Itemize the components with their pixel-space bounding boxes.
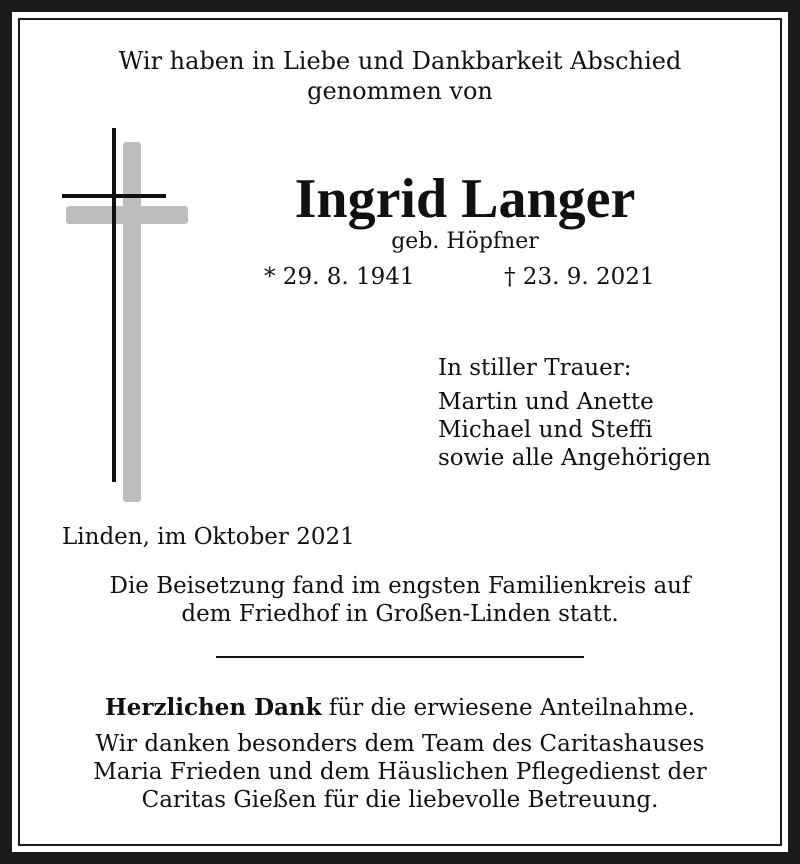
- thanks-heading: [0, 694, 800, 722]
- thanks-body: [0, 730, 800, 814]
- mourner-line: sowie alle Angehörigen: [438, 445, 711, 471]
- mourners-block: [438, 354, 711, 472]
- thanks-bold: Herzlichen Dank: [104, 694, 322, 721]
- thanks-line: Wir danken besonders dem Team des Caritashauses: [95, 731, 705, 757]
- burial-line-2: dem Friedhof in Großen-Linden statt.: [181, 601, 619, 627]
- mourner-line: Michael und Steffi: [438, 417, 653, 443]
- intro-text: [0, 46, 800, 106]
- cross-icon: [56, 126, 196, 506]
- thanks-line: Maria Frieden und dem Häuslichen Pflegedienst der: [93, 759, 707, 785]
- intro-line-2: genommen von: [307, 77, 493, 105]
- place-date: Linden, im Oktober 2021: [62, 524, 355, 550]
- thanks-line: Caritas Gießen für die liebevolle Betreuung.: [141, 787, 659, 813]
- intro-line-1: Wir haben in Liebe und Dankbarkeit Abschied: [118, 47, 682, 75]
- burial-line-1: Die Beisetzung fand im engsten Familienkreis auf: [109, 573, 691, 599]
- burial-notice: [0, 572, 800, 628]
- mourner-line: Martin und Anette: [438, 389, 654, 415]
- birth-date: * 29. 8. 1941: [264, 264, 415, 290]
- thanks-rest: für die erwiesene Anteilnahme.: [321, 695, 696, 721]
- cross-line-vertical: [112, 128, 116, 482]
- divider-line: [216, 656, 584, 658]
- mourners-heading: In stiller Trauer:: [438, 355, 632, 381]
- death-date: † 23. 9. 2021: [504, 264, 655, 290]
- deceased-name: Ingrid Langer: [294, 168, 636, 230]
- cross-shadow-horizontal: [66, 206, 188, 224]
- cross-line-horizontal: [62, 194, 166, 198]
- birth-name: geb. Höpfner: [391, 229, 539, 254]
